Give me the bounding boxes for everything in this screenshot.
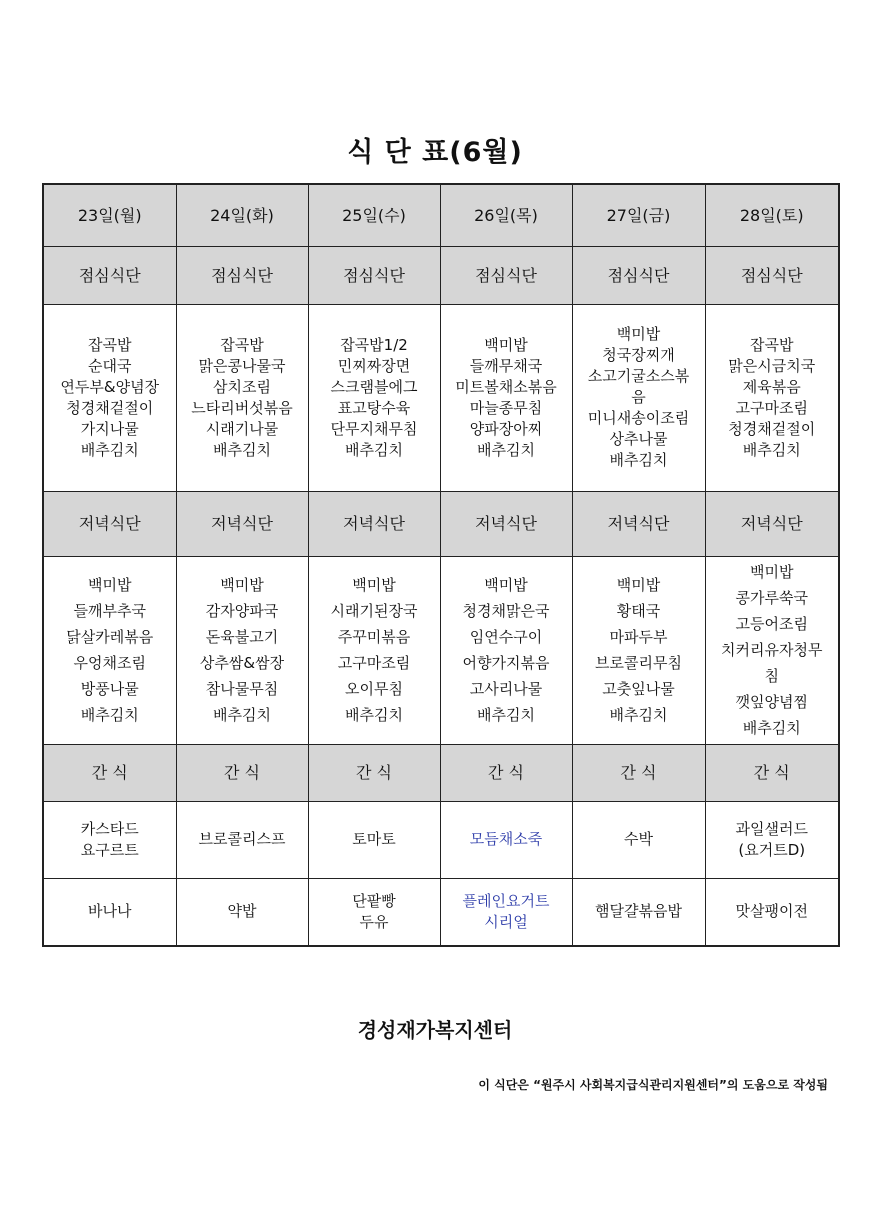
menu-item: 고사리나물 [469, 680, 543, 698]
snack-label: 간 식 [572, 744, 705, 801]
snack-cell [572, 878, 705, 946]
dinner-label: 저녁식단 [43, 491, 176, 556]
menu-item: 스크램블에그 [330, 377, 418, 396]
menu-item: 주꾸미볶음 [337, 628, 411, 646]
snack-label: 간 식 [308, 744, 440, 801]
menu-item: 음 [631, 388, 646, 406]
menu-item: 어향가지볶음 [462, 654, 550, 672]
menu-item: 마파두부 [609, 628, 668, 646]
menu-item: 백미밥 [616, 325, 661, 343]
menu-item: 배추김치 [345, 706, 403, 724]
lunch-cell [43, 304, 176, 491]
snack-cell [440, 801, 572, 878]
snack-cell [176, 878, 308, 946]
snack-cell [308, 878, 440, 946]
menu-item: 제육볶음 [742, 377, 801, 396]
menu-item: 상추쌈&쌈장 [199, 654, 285, 672]
dinner-label: 저녁식단 [440, 491, 572, 556]
snack-cell [705, 878, 839, 946]
lunch-label: 점심식단 [572, 246, 705, 304]
menu-item: 상추나물 [609, 430, 668, 448]
snack-label: 간 식 [176, 744, 308, 801]
menu-item: 참나물무침 [205, 680, 279, 698]
lunch-label: 점심식단 [176, 246, 308, 304]
menu-item: 배추김치 [742, 719, 801, 737]
menu-item: 콩가루쑥국 [735, 589, 808, 607]
dinner-label: 저녁식단 [176, 491, 308, 556]
menu-item: 배추김치 [213, 440, 271, 459]
dinner-label: 저녁식단 [705, 491, 839, 556]
menu-item: 시래기된장국 [330, 602, 418, 620]
menu-item: 플레인요거트 [462, 891, 550, 910]
dinner-label: 저녁식단 [308, 491, 440, 556]
menu-item: 들깨무채국 [469, 356, 543, 375]
menu-item: 카스타드 [80, 819, 139, 838]
menu-item: 브로콜리무침 [595, 654, 682, 672]
menu-item: 순대국 [88, 356, 132, 375]
day-header: 28일(토) [705, 184, 839, 246]
menu-table [42, 183, 840, 947]
menu-item: 가지나물 [80, 419, 139, 438]
menu-item: 소고기굴소스볶 [587, 367, 690, 385]
snack-cell [176, 801, 308, 878]
menu-item: 단무지채무침 [330, 419, 418, 438]
lunch-row [43, 304, 839, 491]
lunch-label: 점심식단 [43, 246, 176, 304]
snack-cell [43, 878, 176, 946]
lunch-cell [440, 304, 572, 491]
menu-item: 미트볼채소볶음 [455, 377, 557, 396]
lunch-label: 점심식단 [440, 246, 572, 304]
menu-item: 잡곡밥 [750, 335, 794, 354]
menu-item: (요거트D) [738, 840, 806, 859]
menu-item: 잡곡밥 [220, 335, 264, 354]
menu-item: 깻잎양념찜 [735, 693, 808, 711]
menu-item: 청경채겉절이 [66, 398, 154, 417]
snack-cell [308, 801, 440, 878]
lunch-cell [705, 304, 839, 491]
menu-item: 맑은시금치국 [728, 356, 816, 375]
menu-item: 표고탕수육 [337, 398, 411, 417]
snack-cell [440, 878, 572, 946]
menu-item: 배추김치 [742, 440, 801, 459]
snack-cell [572, 801, 705, 878]
snack-label: 간 식 [440, 744, 572, 801]
menu-item: 들깨부추국 [73, 602, 146, 620]
dinner-cell [572, 556, 705, 744]
menu-item: 시리얼 [484, 912, 528, 931]
menu-item: 양파장아찌 [469, 419, 543, 438]
menu-item: 약밥 [227, 902, 257, 921]
menu-item: 고구마조림 [735, 398, 808, 417]
dinner-cell [43, 556, 176, 744]
menu-item: 과일샐러드 [735, 819, 808, 838]
page-title: 식 단 표(6월) [347, 137, 523, 168]
menu-item: 잡곡밥1/2 [340, 335, 408, 354]
menu-item: 모듬채소죽 [469, 830, 543, 848]
menu-item: 청국장찌개 [602, 346, 675, 364]
menu-item: 연두부&양념장 [60, 377, 160, 396]
menu-item: 시래기나물 [205, 419, 279, 438]
menu-item: 오이무침 [345, 680, 403, 698]
dinner-cell [705, 556, 839, 744]
lunch-label-row [43, 246, 839, 304]
dinner-label-row [43, 491, 839, 556]
menu-item: 햄달걀볶음밥 [595, 902, 682, 921]
dinner-cell [440, 556, 572, 744]
menu-item: 수박 [624, 830, 653, 848]
lunch-cell [308, 304, 440, 491]
menu-item: 백미밥 [484, 576, 528, 594]
menu-item: 마늘종무침 [469, 398, 543, 417]
menu-item: 황태국 [616, 602, 661, 620]
menu-item: 배추김치 [80, 706, 139, 724]
dinner-label: 저녁식단 [572, 491, 705, 556]
menu-item: 백미밥 [484, 335, 528, 354]
day-header: 25일(수) [308, 184, 440, 246]
menu-item: 배추김치 [213, 706, 271, 724]
menu-item: 고춧잎나물 [602, 680, 675, 698]
lunch-cell [572, 304, 705, 491]
day-header-row [43, 184, 839, 246]
snack-cell [43, 801, 176, 878]
day-header: 26일(목) [440, 184, 572, 246]
menu-item: 백미밥 [352, 576, 396, 594]
lunch-label: 점심식단 [308, 246, 440, 304]
menu-item: 맑은콩나물국 [198, 356, 286, 375]
day-header: 27일(금) [572, 184, 705, 246]
menu-item: 삼치조림 [213, 377, 271, 396]
menu-item: 돈육불고기 [205, 628, 279, 646]
center-name: 경성재가복지센터 [357, 1018, 513, 1042]
menu-item: 고등어조림 [735, 615, 808, 633]
snack-label: 간 식 [43, 744, 176, 801]
menu-item: 침 [764, 667, 779, 685]
menu-item: 백미밥 [88, 576, 132, 594]
menu-item: 배추김치 [609, 706, 668, 724]
dinner-cell [308, 556, 440, 744]
menu-item: 백미밥 [220, 576, 264, 594]
menu-item: 방풍나물 [80, 680, 139, 698]
menu-item: 느타리버섯볶음 [191, 398, 293, 417]
lunch-cell [176, 304, 308, 491]
menu-item: 배추김치 [609, 451, 668, 469]
menu-item: 우엉채조림 [73, 654, 146, 672]
menu-item: 미니새송이조림 [587, 409, 690, 427]
menu-item: 잡곡밥 [88, 335, 132, 354]
snack-cell [705, 801, 839, 878]
menu-item: 배추김치 [80, 440, 139, 459]
menu-item: 감자양파국 [205, 602, 279, 620]
menu-item: 두유 [359, 912, 389, 931]
menu-item: 고구마조림 [337, 654, 411, 672]
lunch-label: 점심식단 [705, 246, 839, 304]
menu-item: 배추김치 [477, 706, 535, 724]
snack-row-1 [43, 801, 839, 878]
menu-item: 브로콜리스프 [198, 830, 286, 848]
dinner-cell [176, 556, 308, 744]
menu-item: 배추김치 [345, 440, 403, 459]
menu-item: 청경채맑은국 [462, 602, 550, 620]
menu-item: 맛살팽이전 [735, 902, 808, 921]
menu-item: 바나나 [88, 902, 132, 921]
dinner-row [43, 556, 839, 744]
snack-label: 간 식 [705, 744, 839, 801]
day-header: 24일(화) [176, 184, 308, 246]
day-header: 23일(월) [43, 184, 176, 246]
menu-item: 백미밥 [616, 576, 661, 594]
menu-item: 요구르트 [80, 840, 139, 859]
menu-item: 치커리유자청무 [721, 641, 823, 659]
snack-label-row [43, 744, 839, 801]
menu-item: 백미밥 [750, 563, 794, 581]
menu-item: 민찌짜장면 [337, 356, 411, 375]
snack-row-2 [43, 878, 839, 946]
menu-item: 배추김치 [477, 440, 535, 459]
menu-item: 토마토 [352, 830, 396, 848]
credit-note: 이 식단은 “원주시 사회복지급식관리지원센터”의 도움으로 작성됨 [478, 1078, 828, 1092]
menu-item: 임연수구이 [469, 628, 543, 646]
menu-item: 단팥빵 [352, 891, 396, 910]
menu-item: 닭살카레볶음 [66, 628, 154, 646]
menu-item: 청경채겉절이 [728, 419, 816, 438]
